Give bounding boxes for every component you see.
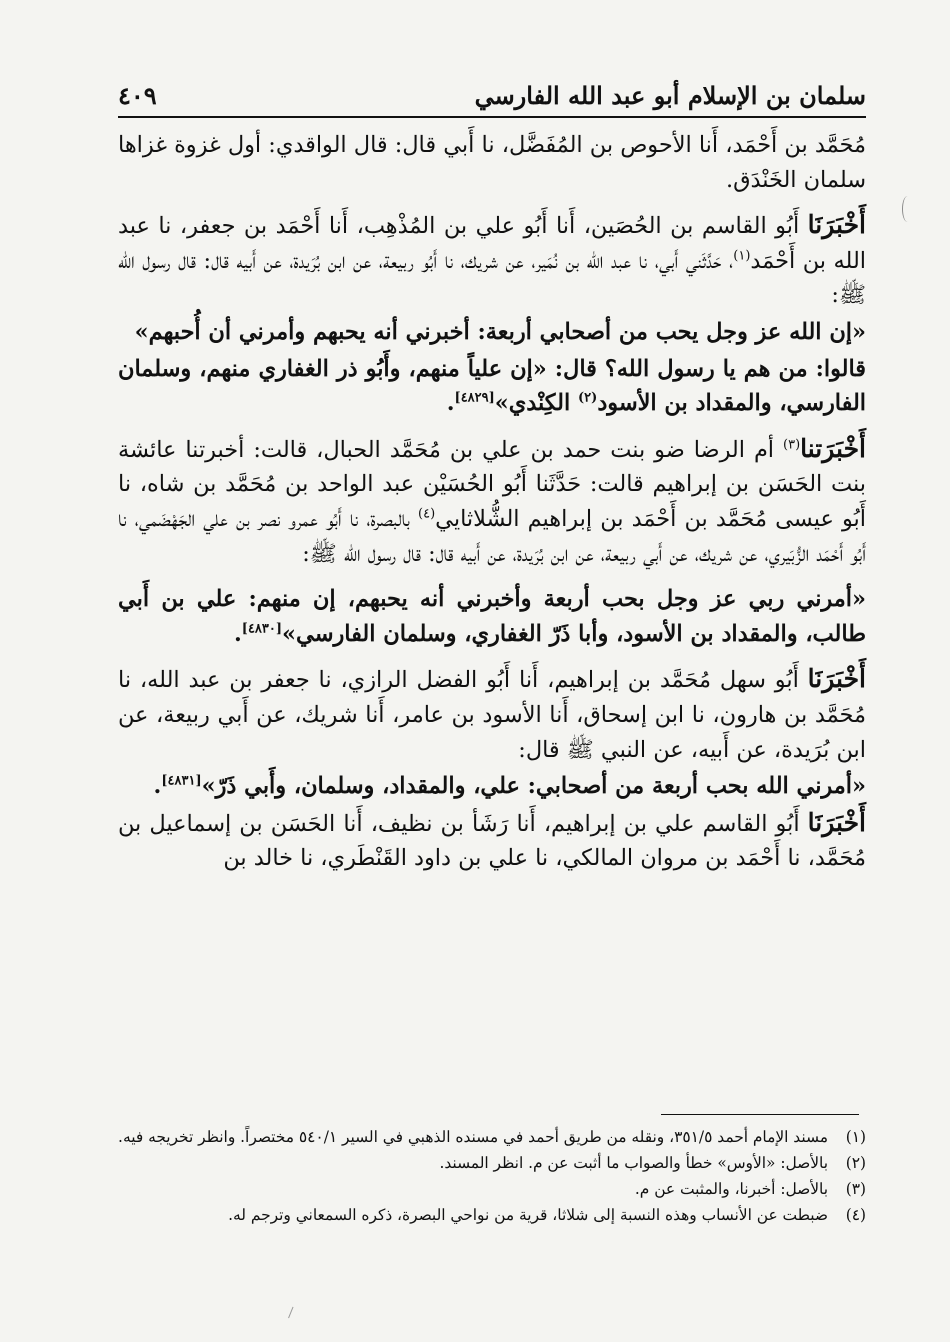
- hadith-3-end: .: [153, 773, 162, 800]
- paragraph-5-text: أَبُو سهل مُحَمَّد بن إبراهيم، أَنا أَبُو الفضل الرازي، نا جعفر بن عبد الله، نا مُحَمَّد بن هارون، نا ابن إسحاق، أَنا الأسود بن عامر، أَنا شريك، عن أَبي ربيعة، عن ابن بُرَيدة، عن أَبيه، عن النبي ﷺ قال:: [118, 667, 866, 763]
- paragraph-4-text-b: بالبصرة، نا أَبُو عمرو نصر بن علي الجَهْضَمي، نا أَبُو أَحْمَد الزُّبَيري، عن شريك، عن أَبي ربيعة، عن ابن بُرَيدة، عن أَبيه قال: قال رسول الله ﷺ:: [118, 505, 866, 567]
- paragraph-3-text-b: الكِنْدي»: [494, 390, 579, 417]
- footnote-2: [118, 1150, 866, 1176]
- footnote-text: مسند الإمام أحمد ٣٥١/٥، ونقله من طريق أحمد في مسنده الذهبي في السير ٥٤٠/١ مختصراً. وانظر تخريجه فيه.: [118, 1128, 828, 1146]
- paragraph-5: [118, 662, 866, 767]
- hadith-number-4831: [٤٨٣١]: [161, 773, 202, 789]
- paragraph-4-text-a: أم الرضا ضو بنت حمد بن علي بن مُحَمَّد الحبال، قالت: أخبرتنا عائشة بنت الحَسَن بن إبراهيم قالت: حَدَّثَنا أَبُو الحُسَيْن عبد الواحد بن مُحَمَّد بن شاه، نا أَبُو عيسى مُحَمَّد بن أَحْمَد بن إبراهيم الشُّلاثايي: [118, 436, 866, 532]
- footnote-text: بالأصل: «الأوس» خطأ والصواب ما أثبت عن م. انظر المسند.: [439, 1154, 828, 1172]
- footnote-divider: [661, 1114, 859, 1115]
- paragraph-2-text-a: أَبُو القاسم بن الحُصَين، أَنا أَبُو علي بن المُذْهِب، أَنا أَحْمَد بن جعفر، نا عبد الله بن أَحْمَد: [118, 213, 867, 274]
- footnote-text: بالأصل: أخبرنا، والمثبت عن م.: [634, 1180, 828, 1198]
- isnad-lead: أَخْبَرَنَا: [807, 807, 866, 837]
- footnote-3: [118, 1176, 866, 1202]
- footnote-ref-4[interactable]: (٤): [418, 506, 436, 522]
- isnad-lead: أَخْبَرَنَا: [807, 210, 866, 240]
- paragraph-1: مُحَمَّد بن أَحْمَد، أَنا الأحوص بن المُفَضَّل، نا أَبي قال: قال الواقدي: أول غزوة غزاها سلمان الخَنْدَق.: [118, 132, 866, 193]
- paragraph-6: [118, 806, 866, 876]
- isnad-lead: أَخْبَرَنَا: [807, 664, 866, 694]
- page-number: ٤٠٩: [118, 81, 157, 110]
- scan-speck: [288, 1307, 301, 1321]
- hadith-3: [118, 769, 866, 804]
- hadith-2: [118, 582, 866, 651]
- paragraph-3-text-a: قالوا: من هم يا رسول الله؟ قال: «إن علياً منهم، وأَبُو ذر الغفاري منهم، وسلمان الفارسي، والمقداد بن الأسود: [118, 355, 866, 417]
- paragraph-6-text: أَبُو القاسم علي بن إبراهيم، أَنا رَشَأ بن نظيف، أَنا الحَسَن بن إسماعيل بن مُحَمَّد، نا أَحْمَد بن مروان المالكي، نا علي بن داود القَنْطَري، نا خالد بن: [118, 810, 866, 872]
- paragraph-2-text-b: ، حَدَّثَني أَبي، نا عبد الله بن نُمَير، عن شريك، نا أَبُو ربيعة، عن ابن بُرَيدة، عن أَبيه قال: قال رسول الله ﷺ:: [118, 247, 866, 309]
- paragraph-3-end: .: [446, 390, 455, 417]
- footnote-4: [118, 1202, 866, 1228]
- footnote-number: (٢): [845, 1154, 866, 1172]
- footnote-number: (١): [845, 1128, 866, 1146]
- hadith-1: «إن الله عز وجل يحب من أصحابي أربعة: أخبرني أنه يحبهم وأمرني أن أُحبهم»: [134, 318, 866, 345]
- margin-bracket-mark: [902, 196, 913, 222]
- hadith-3-text: «أمرني الله بحب أربعة من أصحابي: علي، والمقداد، وسلمان، وأَبي ذَرّ»: [201, 773, 866, 800]
- hadith-number-4829: [٤٨٢٩]: [454, 390, 495, 406]
- running-title: سلمان بن الإسلام أبو عبد الله الفارسي: [474, 81, 866, 110]
- footnote-ref-2[interactable]: (٢): [578, 390, 598, 406]
- page-header: [118, 62, 866, 118]
- hadith-2-end: .: [234, 620, 242, 647]
- paragraph-2: [118, 208, 866, 313]
- main-text: [118, 128, 866, 878]
- footnote-text: ضبطت عن الأنساب وهذه النسبة إلى شلاثا، قرية من نواحي البصرة، ذكره السمعاني وترجم له.: [228, 1206, 828, 1224]
- footnote-ref-3[interactable]: (٣): [783, 437, 801, 453]
- footnote-number: (٤): [845, 1206, 866, 1224]
- footnote-number: (٣): [845, 1180, 866, 1198]
- hadith-number-4830: [٤٨٣٠]: [241, 621, 283, 637]
- footnote-ref-1[interactable]: (١): [733, 248, 751, 264]
- footnote-1: [118, 1124, 866, 1150]
- footnotes: [118, 1124, 866, 1228]
- paragraph-3: [118, 352, 866, 421]
- hadith-2-text: «أمرني ربي عز وجل بحب أربعة وأخبرني أنه يحبهم، إن منهم: علي بن أَبي طالب، والمقداد بن الأسود، وأبا ذَرّ الغفاري، وسلمان الفارسي»: [118, 586, 866, 647]
- paragraph-4: [118, 432, 866, 571]
- isnad-lead: أَخْبَرَتنا: [800, 433, 866, 463]
